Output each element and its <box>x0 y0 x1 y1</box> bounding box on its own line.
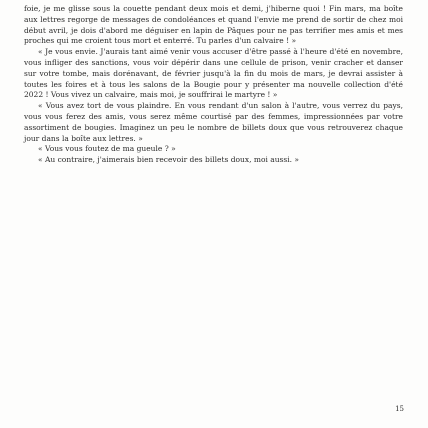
paragraph: foie, je me glisse sous la couette pendant deux mois et demi, j'hiberne quoi ! Fin mars, ma boîte aux lettres regorge de messages de condoléances et quand l'envie me prend de sortir de chez moi début avril, je dois d'abord me déguiser en lapin de Pâques pour ne pas terrifier mes amis et mes proches qui me croient tous mort et enterré. Tu parles d'un calvaire ! » <box>24 4 403 46</box>
paragraph: « Au contraire, j'aimerais bien recevoir des billets doux, moi aussi. » <box>38 155 300 165</box>
paragraph: « Je vous envie. J'aurais tant aimé venir vous accuser d'être passé à l'heure d'été en novembre, vous infliger des sanctions, vous voir dépérir dans une cellule de prison, venir cracher et danser sur votre tombe, mais dorénavant, de février jusqu'à la fin du mois de mars, je devrai assister à toutes les foires et à tous les salons de la Bougie pour y présenter ma nouvelle collection d'été 2022 ! Vous vivez un calvaire, mais moi, je souffrirai le martyre ! » <box>24 47 403 100</box>
paragraph: « Vous vous foutez de ma gueule ? » <box>38 144 176 154</box>
page-number: 15 <box>395 405 404 413</box>
body-text <box>24 4 403 166</box>
paragraph: « Vous avez tort de vous plaindre. En vous rendant d'un salon à l'autre, vous verrez du pays, vous vous ferez des amis, vous serez même courtisé par des femmes, impressionnées par votre assortiment de bougies. Imaginez un peu le nombre de billets doux que vous retrouverez chaque jour dans la boîte aux lettres. » <box>24 101 403 143</box>
